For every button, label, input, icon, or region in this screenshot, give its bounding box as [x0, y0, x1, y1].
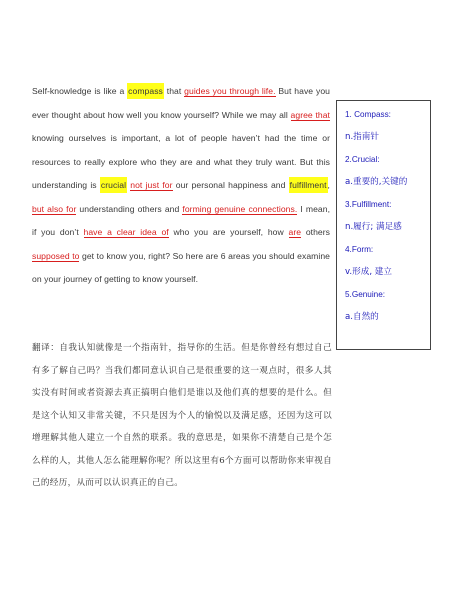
vocab-entry — [345, 154, 430, 189]
underline-supposed-to: supposed to — [32, 250, 80, 261]
vocab-definition: n.履行; 满足感 — [345, 222, 402, 232]
english-passage — [32, 80, 330, 292]
passage-text: , — [327, 180, 330, 190]
vocab-definition: a.自然的 — [345, 312, 379, 322]
passage-text: understanding others and — [76, 203, 183, 214]
passage-text: our personal happiness and — [172, 180, 289, 190]
underline-guides-you-through-life: guides you through life. — [184, 86, 276, 96]
underline-agree-that: agree that — [290, 109, 330, 120]
vocab-definition: v.形成, 建立 — [345, 267, 392, 277]
vocab-term: 5.Genuine: — [345, 290, 386, 299]
passage-text: Self-knowledge is like a — [32, 86, 128, 96]
chinese-translation: 翻译：自我认知就像是一个指南针，指导你的生活。但是你曾经有想过自己有多了解自己吗？当我们都同意认识自己是很重要的这一观点时，很多人其实没有时间或者资源去真正搞明白他们是谁以及他们真的想要的是什么。但是这个认知又非常关键，不只是因为个人的愉悦以及满足感，还因为这可以增理解其他人建立一个自然的联系。我的意思是，如果你不清楚自己是个怎么样的人，其他人怎么能理解你呢？所以这里有6个方面可以帮助你来审视自己的经历，从而可以认识真正的自己。 — [32, 343, 332, 488]
underline-not-just-for: not just for — [130, 180, 173, 190]
vocab-entry — [345, 199, 430, 234]
vocab-entry — [345, 109, 430, 144]
vocabulary-box — [336, 100, 431, 350]
vocab-definition: a.重要的,关键的 — [345, 177, 408, 187]
highlight-compass: compass — [127, 83, 164, 99]
vocab-term: 3.Fulfillment: — [345, 200, 392, 209]
passage-text: But have you ever thought about how well you know yourself? While we may all — [32, 86, 330, 120]
highlight-crucial: crucial — [100, 177, 127, 193]
underline-but-also-for: but also for — [32, 203, 77, 214]
vocab-term: 4.Form: — [345, 245, 374, 254]
vocab-entry — [345, 244, 430, 279]
passage-text: I mean, if you don’t — [32, 203, 331, 237]
underline-forming-genuine-connections: forming genuine connections. — [182, 203, 298, 214]
vocab-term: 1. Compass: — [345, 110, 391, 119]
highlight-fulfillment: fulfillment — [289, 177, 328, 193]
underline-have-a-clear-idea-of: have a clear idea of — [83, 227, 169, 237]
passage-text: knowing ourselves is important, a lot of people haven’t had the time or resources to really explore who they are and what they truly want. But this understanding is — [32, 133, 330, 190]
passage-text: that — [163, 86, 185, 96]
vocab-entry — [345, 289, 430, 324]
underline-are: are — [288, 227, 302, 237]
vocab-definition: n.指南针 — [345, 132, 379, 142]
passage-text: others — [301, 227, 331, 237]
vocab-term: 2.Crucial: — [345, 155, 380, 164]
passage-text: who you are yourself, how — [168, 227, 289, 237]
passage-text: get to know you, right? So here are 6 areas you should examine on your journey of getting to know yourself. — [32, 250, 330, 284]
